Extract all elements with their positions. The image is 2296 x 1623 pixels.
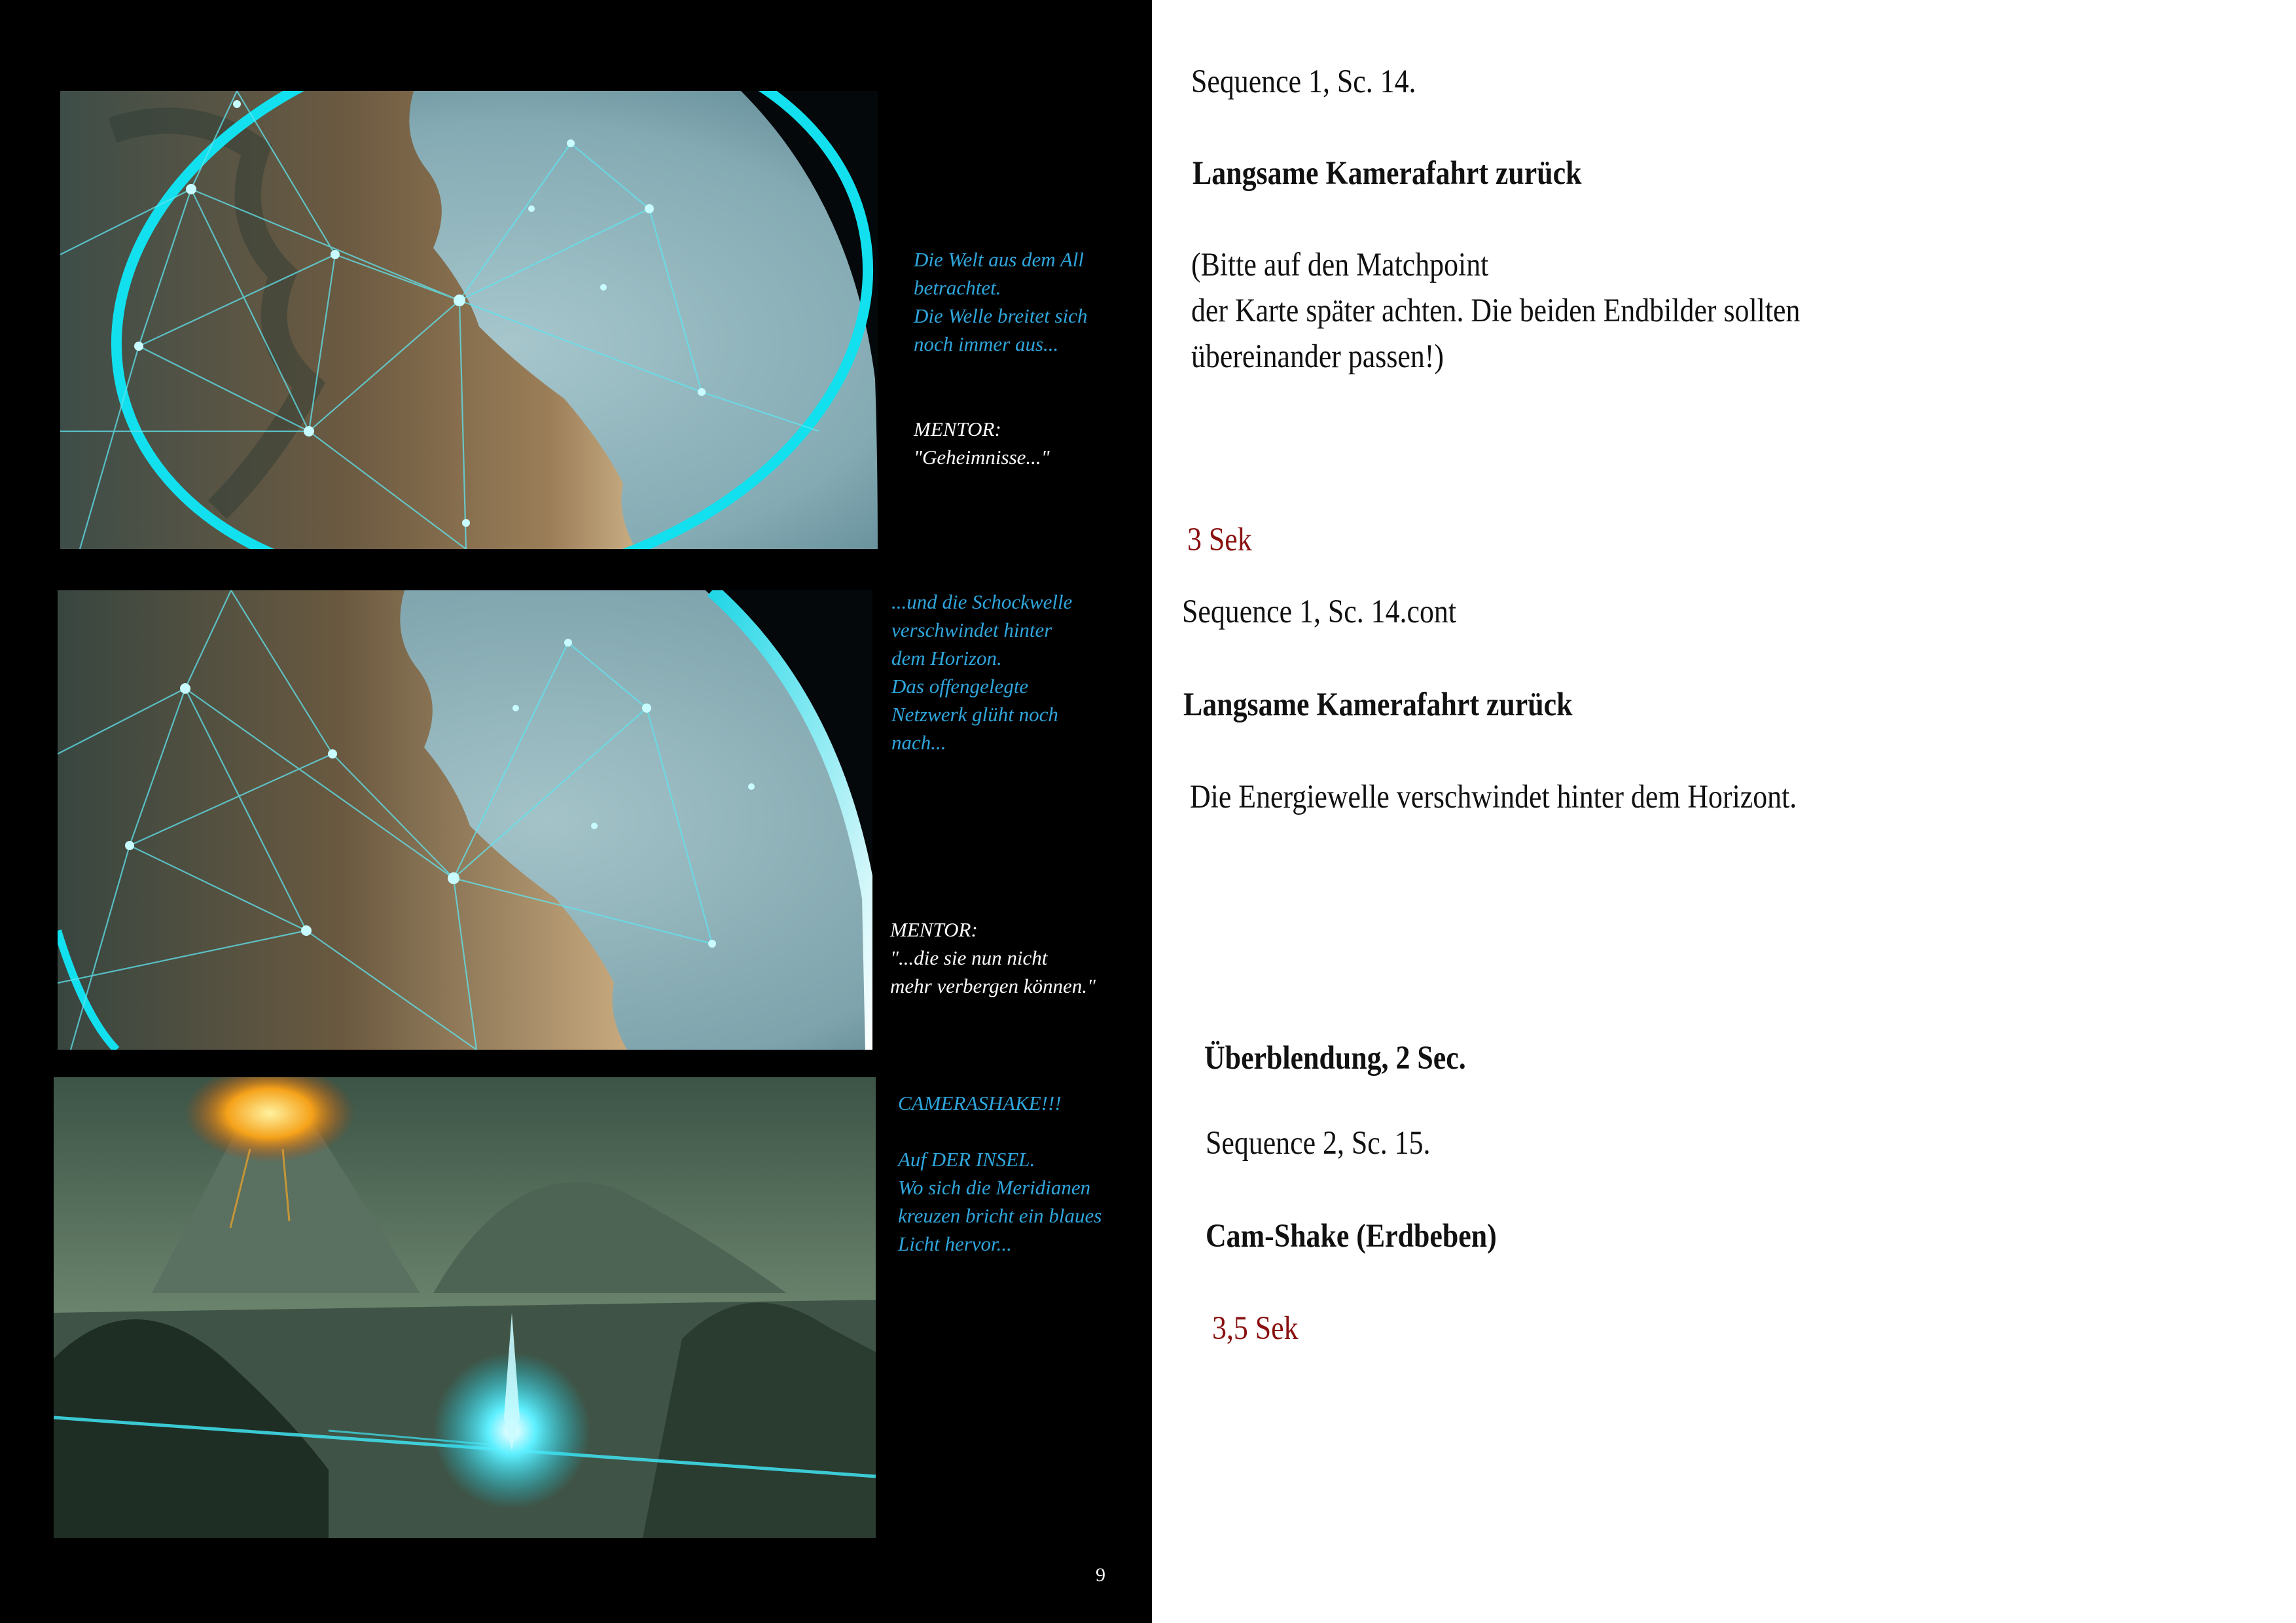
scene-14-cont-sequence: Sequence 1, Sc. 14.cont — [1182, 594, 1457, 630]
scene-14-cont-camera: Langsame Kamerafahrt zurück — [1183, 687, 1573, 723]
scene-14-camera: Langsame Kamerafahrt zurück — [1193, 155, 1582, 192]
page-number: 9 — [1096, 1564, 1105, 1586]
shockwave-horizon-illustration — [58, 590, 872, 1050]
panel-1-mentor-line: MENTOR: "Geheimnisse..." — [914, 418, 1050, 469]
island-volcano-illustration — [54, 1077, 876, 1538]
panel-1-description: Die Welt aus dem All betrachtet. Die Welle breitet sich noch immer aus... — [914, 248, 1088, 355]
scene-14-cont-description: Die Energiewelle verschwindet hinter dem Horizont. — [1190, 779, 1797, 815]
scene-15-duration: 3,5 Sek — [1212, 1310, 1299, 1347]
scene-14-duration: 3 Sek — [1187, 522, 1252, 558]
panel-earth-network — [60, 91, 878, 549]
panel-2-description: ...und die Schockwelle verschwindet hinter dem Horizon. Das offengelegte Netzwerk glüht noch nach... — [891, 590, 1073, 754]
panel-2-mentor-line: MENTOR: "...die sie nun nicht mehr verbergen können." — [890, 918, 1096, 997]
scene-14-note: (Bitte auf den Matchpoint der Karte später achten. Die beiden Endbilder sollten übereinander passen!) — [1191, 247, 1801, 375]
panel-3-description: CAMERASHAKE!!! Auf DER INSEL. Wo sich die Meridianen kreuzen bricht ein blaues Licht hervor... — [898, 1092, 1102, 1255]
earth-from-space-illustration — [60, 91, 878, 549]
scene-15-sequence: Sequence 2, Sc. 15. — [1206, 1125, 1431, 1162]
transition-note: Überblendung, 2 Sec. — [1204, 1040, 1466, 1077]
scene-14-sequence: Sequence 1, Sc. 14. — [1191, 63, 1416, 100]
panel-island-volcano — [54, 1077, 876, 1538]
scene-15-camera: Cam-Shake (Erdbeben) — [1206, 1218, 1497, 1255]
panel-shockwave-horizon — [58, 590, 872, 1050]
storyboard-right-page — [1152, 0, 2296, 1623]
